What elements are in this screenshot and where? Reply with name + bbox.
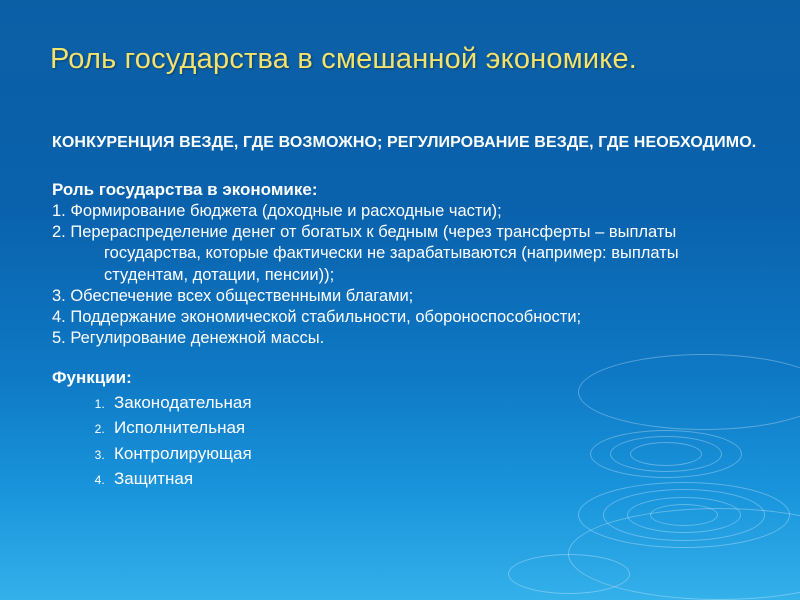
- role-item: 2. Перераспределение денег от богатых к бедным (через трансферты – выплаты государства, которые фактически не зарабатываются (например: выплаты студентам, дотации, пенсии));: [52, 223, 679, 284]
- list-item: [108, 393, 758, 413]
- lead-statement: КОНКУРЕНЦИЯ ВЕЗДЕ, ГДЕ ВОЗМОЖНО; РЕГУЛИРОВАНИЕ ВЕЗДЕ, ГДЕ НЕОБХОДИМО.: [52, 134, 757, 151]
- slide-body: [52, 133, 758, 494]
- list-item: [108, 469, 758, 489]
- role-item: 4. Поддержание экономической стабильности, обороноспособности;: [52, 307, 582, 326]
- spacer: [52, 153, 758, 179]
- list-item: [108, 444, 758, 464]
- water-ripple-decoration: [627, 497, 741, 533]
- role-item: 5. Регулирование денежной массы.: [52, 328, 325, 347]
- role-heading: Роль государства в экономике:: [52, 180, 318, 200]
- water-ripple-decoration: [650, 504, 718, 526]
- list-item: [108, 418, 758, 438]
- water-ripple-decoration: [508, 554, 630, 594]
- functions-list: [52, 393, 758, 490]
- function-label: Защитная: [114, 468, 194, 488]
- spacer: [52, 349, 758, 367]
- role-item: 1. Формирование бюджета (доходные и расходные части);: [52, 202, 502, 221]
- functions-heading: Функции:: [52, 367, 132, 387]
- slide-title: Роль государства в смешанной экономике.: [50, 43, 638, 75]
- water-ripple-decoration: [603, 489, 765, 541]
- function-label: Законодательная: [114, 392, 252, 412]
- function-label: Контролирующая: [114, 443, 252, 463]
- water-ripple-decoration: [568, 508, 800, 600]
- role-item: 3. Обеспечение всех общественными благами;: [52, 286, 414, 305]
- function-label: Исполнительная: [114, 418, 246, 438]
